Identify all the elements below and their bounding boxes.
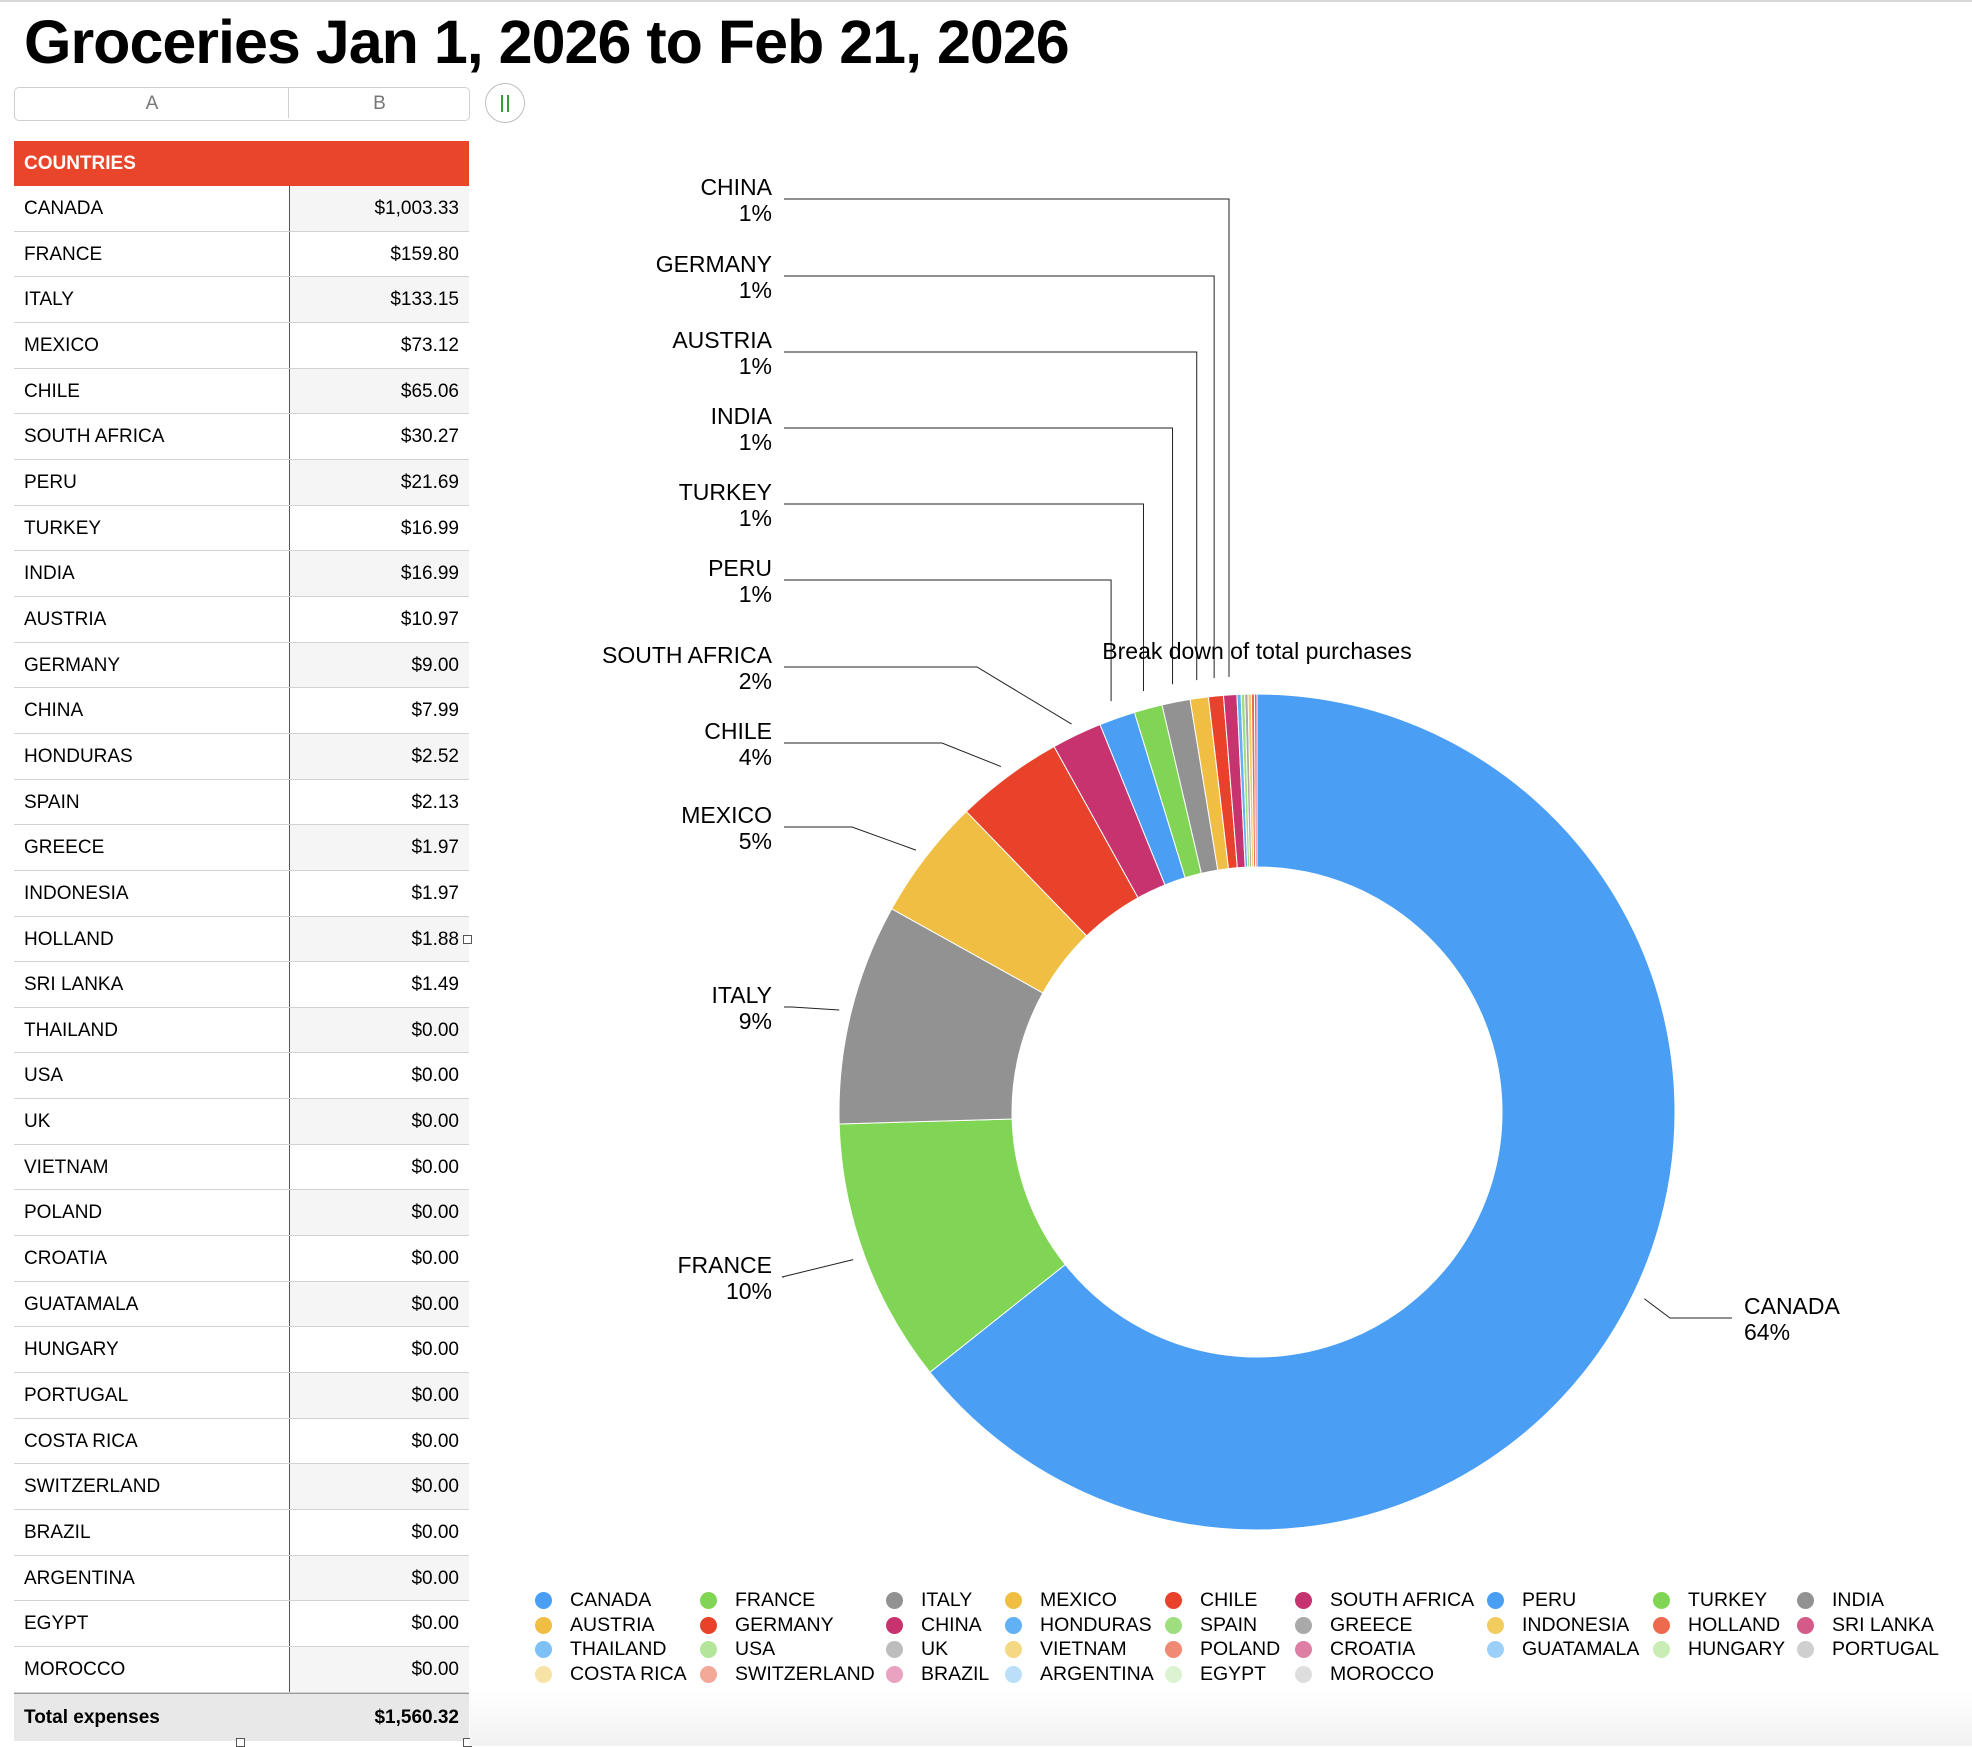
legend-label: BRAZIL — [921, 1662, 990, 1685]
amount-cell: $1.97 — [289, 871, 469, 916]
legend-label: TURKEY — [1688, 1589, 1768, 1611]
country-name-cell: TURKEY — [24, 517, 102, 539]
legend-swatch — [1295, 1592, 1312, 1609]
column-header-a[interactable]: A — [145, 93, 159, 114]
country-name-cell: GERMANY — [24, 654, 121, 676]
legend-swatch — [700, 1641, 717, 1658]
country-name-cell: USA — [24, 1065, 64, 1087]
legend-label: AUSTRIA — [570, 1613, 655, 1636]
legend-swatch — [535, 1617, 552, 1634]
amount-cell: $10.97 — [289, 597, 469, 642]
legend-label: ITALY — [921, 1589, 973, 1611]
amount-cell: $0.00 — [289, 1647, 469, 1692]
country-name-cell: PORTUGAL — [24, 1385, 129, 1407]
legend-label: USA — [735, 1638, 776, 1660]
amount-cell: $65.06 — [289, 369, 469, 414]
slice-percent-austria: 1% — [738, 353, 772, 379]
amount-cell: $2.52 — [289, 734, 469, 779]
amount-cell: $133.15 — [289, 277, 469, 322]
amount-cell: $21.69 — [289, 460, 469, 505]
legend-swatch — [1653, 1617, 1670, 1634]
country-name-cell: UK — [24, 1111, 51, 1133]
amount-cell: $0.00 — [289, 1099, 469, 1144]
country-name-cell: INDIA — [24, 563, 75, 585]
amount-cell: $0.00 — [289, 1419, 469, 1464]
amount-cell: $0.00 — [289, 1601, 469, 1646]
legend-label: FRANCE — [735, 1589, 816, 1611]
amount-cell: $0.00 — [289, 1282, 469, 1327]
legend-swatch — [535, 1592, 552, 1609]
country-name-cell: ARGENTINA — [24, 1567, 135, 1589]
table-header-countries[interactable]: COUNTRIES — [14, 141, 469, 186]
country-name-cell: POLAND — [24, 1202, 103, 1224]
slice-label-peru: PERU — [708, 555, 772, 581]
country-name-cell: THAILAND — [24, 1019, 118, 1041]
legend-label: SPAIN — [1200, 1613, 1258, 1636]
country-name-cell: GUATAMALA — [24, 1293, 139, 1315]
amount-cell: $0.00 — [289, 1145, 469, 1190]
sheet-title: Groceries Jan 1, 2026 to Feb 21, 2026 — [24, 8, 1069, 76]
country-name-cell: HUNGARY — [24, 1339, 119, 1361]
legend-swatch — [886, 1666, 903, 1683]
legend-swatch — [886, 1641, 903, 1658]
legend-swatch — [1797, 1592, 1814, 1609]
leader-line-turkey — [784, 504, 1143, 691]
legend-label: VIETNAM — [1040, 1638, 1127, 1660]
legend-swatch — [535, 1641, 552, 1658]
legend-swatch — [1295, 1666, 1312, 1683]
slice-label-mexico: MEXICO — [681, 802, 772, 828]
legend-label: SRI LANKA — [1832, 1613, 1934, 1636]
legend-swatch — [1487, 1641, 1504, 1658]
legend-swatch — [1295, 1617, 1312, 1634]
amount-cell: $7.99 — [289, 688, 469, 733]
country-name-cell: MOROCCO — [24, 1659, 126, 1680]
leader-line-peru — [784, 580, 1111, 701]
legend-label: GUATAMALA — [1522, 1638, 1640, 1660]
amount-cell: $73.12 — [289, 323, 469, 368]
total-expenses-value: $1,560.32 — [374, 1706, 459, 1728]
country-name-cell: SRI LANKA — [24, 974, 124, 996]
legend-swatch — [1165, 1666, 1182, 1683]
slice-percent-turkey: 1% — [738, 505, 772, 531]
legend-swatch — [1165, 1592, 1182, 1609]
leader-line-germany — [784, 276, 1214, 678]
legend-label: EGYPT — [1200, 1662, 1267, 1685]
amount-cell: $1.88 — [289, 917, 469, 962]
country-name-cell: GREECE — [24, 837, 105, 859]
legend-swatch — [1295, 1641, 1312, 1658]
legend-swatch — [700, 1592, 717, 1609]
legend-label: SWITZERLAND — [735, 1662, 875, 1685]
slice-label-italy: ITALY — [711, 982, 772, 1008]
amount-cell: $9.00 — [289, 643, 469, 688]
amount-cell: $30.27 — [289, 414, 469, 459]
legend-label: CANADA — [570, 1589, 652, 1611]
country-name-cell: AUSTRIA — [24, 608, 107, 630]
total-expenses-label: Total expenses — [24, 1706, 160, 1728]
legend-label: ARGENTINA — [1040, 1662, 1154, 1685]
amount-cell: $0.00 — [289, 1190, 469, 1235]
country-name-cell: CHINA — [24, 700, 84, 722]
legend-label: PORTUGAL — [1832, 1638, 1939, 1660]
leader-line-mexico — [784, 827, 916, 850]
legend-label: INDONESIA — [1522, 1613, 1630, 1636]
legend-label: GERMANY — [735, 1613, 834, 1636]
chart-title: Break down of total purchases — [1102, 638, 1412, 664]
leader-line-canada — [1644, 1299, 1732, 1318]
country-name-cell: ITALY — [24, 289, 74, 311]
amount-cell: $16.99 — [289, 506, 469, 551]
legend-label: SOUTH AFRICA — [1330, 1589, 1475, 1611]
legend-swatch — [1653, 1592, 1670, 1609]
leader-line-austria — [784, 352, 1197, 680]
amount-cell: $0.00 — [289, 1008, 469, 1053]
amount-cell: $0.00 — [289, 1464, 469, 1509]
legend-label: PERU — [1522, 1589, 1577, 1611]
slice-percent-italy: 9% — [738, 1008, 772, 1034]
legend-swatch — [1165, 1617, 1182, 1634]
country-name-cell: BRAZIL — [24, 1522, 91, 1544]
legend-label: CHINA — [921, 1613, 982, 1636]
slice-percent-mexico: 5% — [738, 828, 772, 854]
amount-cell: $2.13 — [289, 780, 469, 825]
slice-percent-canada: 64% — [1744, 1319, 1791, 1345]
slice-percent-south-africa: 2% — [738, 668, 772, 694]
amount-cell: $159.80 — [289, 232, 469, 277]
slice-label-germany: GERMANY — [655, 251, 772, 277]
country-name-cell: COSTA RICA — [24, 1430, 138, 1452]
legend-swatch — [700, 1666, 717, 1683]
slice-label-france: FRANCE — [677, 1252, 772, 1278]
leader-line-south-africa — [784, 667, 1072, 724]
legend-label: HUNGARY — [1688, 1638, 1786, 1660]
country-name-cell: INDONESIA — [24, 882, 129, 904]
legend-swatch — [1005, 1592, 1022, 1609]
legend-label: POLAND — [1200, 1638, 1281, 1660]
legend-label: THAILAND — [570, 1638, 667, 1660]
bottom-shade — [470, 1690, 1972, 1746]
legend-swatch — [1797, 1641, 1814, 1658]
donut-slices — [839, 694, 1675, 1530]
country-name-cell: VIETNAM — [24, 1156, 109, 1178]
legend-swatch — [886, 1592, 903, 1609]
country-name-cell: CANADA — [24, 198, 104, 219]
legend-label: INDIA — [1832, 1589, 1885, 1611]
slice-label-turkey: TURKEY — [678, 479, 772, 505]
legend-label: GREECE — [1330, 1613, 1413, 1636]
slice-label-south-africa: SOUTH AFRICA — [602, 642, 772, 668]
country-name-cell: EGYPT — [24, 1613, 89, 1635]
slice-label-china: CHINA — [700, 174, 772, 200]
amount-cell: $0.00 — [289, 1510, 469, 1555]
amount-cell: $16.99 — [289, 551, 469, 596]
country-name-cell: MEXICO — [24, 334, 99, 356]
legend-label: COSTA RICA — [570, 1662, 687, 1685]
amount-cell: $0.00 — [289, 1053, 469, 1098]
legend-swatch — [1487, 1592, 1504, 1609]
legend-label: UK — [921, 1638, 949, 1660]
legend-swatch — [1005, 1641, 1022, 1658]
legend-swatch — [1653, 1641, 1670, 1658]
slice-label-austria: AUSTRIA — [672, 327, 772, 353]
amount-cell: $0.00 — [289, 1327, 469, 1372]
country-name-cell: CROATIA — [24, 1248, 108, 1270]
legend-label: HONDURAS — [1040, 1613, 1152, 1636]
legend-swatch — [1005, 1666, 1022, 1683]
amount-cell: $1,003.33 — [289, 186, 469, 231]
country-name-cell: HOLLAND — [24, 928, 114, 950]
legend-swatch — [1797, 1617, 1814, 1634]
amount-cell: $1.49 — [289, 962, 469, 1007]
leader-line-italy — [784, 1007, 839, 1010]
legend-label: HOLLAND — [1688, 1613, 1781, 1636]
slice-percent-peru: 1% — [738, 581, 772, 607]
amount-cell: $1.97 — [289, 825, 469, 870]
slice-label-canada: CANADA — [1744, 1293, 1840, 1319]
country-name-cell: SPAIN — [24, 791, 80, 813]
slice-percent-india: 1% — [738, 429, 772, 455]
legend-swatch — [886, 1617, 903, 1634]
leader-line-china — [784, 199, 1229, 677]
legend-label: MOROCCO — [1330, 1662, 1434, 1685]
leader-line-chile — [784, 743, 1001, 767]
legend-swatch — [1165, 1641, 1182, 1658]
legend-label: CHILE — [1200, 1589, 1258, 1611]
column-header-b[interactable]: B — [373, 93, 386, 114]
legend-label: CROATIA — [1330, 1638, 1416, 1660]
slice-percent-france: 10% — [725, 1278, 772, 1304]
slice-percent-chile: 4% — [738, 744, 772, 770]
legend-swatch — [1487, 1617, 1504, 1634]
country-name-cell: CHILE — [24, 380, 80, 402]
legend-label: MEXICO — [1040, 1589, 1117, 1611]
amount-cell: $0.00 — [289, 1373, 469, 1418]
country-name-cell: SWITZERLAND — [24, 1476, 161, 1498]
country-name-cell: SOUTH AFRICA — [24, 426, 165, 448]
amount-cell: $0.00 — [289, 1556, 469, 1601]
slice-label-chile: CHILE — [704, 718, 772, 744]
country-name-cell: FRANCE — [24, 243, 103, 265]
country-name-cell: PERU — [24, 471, 77, 493]
slice-percent-germany: 1% — [738, 277, 772, 303]
leader-line-france — [782, 1260, 853, 1277]
slice-percent-china: 1% — [738, 200, 772, 226]
legend-swatch — [535, 1666, 552, 1683]
amount-cell: $0.00 — [289, 1236, 469, 1281]
slice-label-india: INDIA — [710, 403, 772, 429]
legend-swatch — [1005, 1617, 1022, 1634]
legend-swatch — [700, 1617, 717, 1634]
country-name-cell: HONDURAS — [24, 745, 133, 767]
